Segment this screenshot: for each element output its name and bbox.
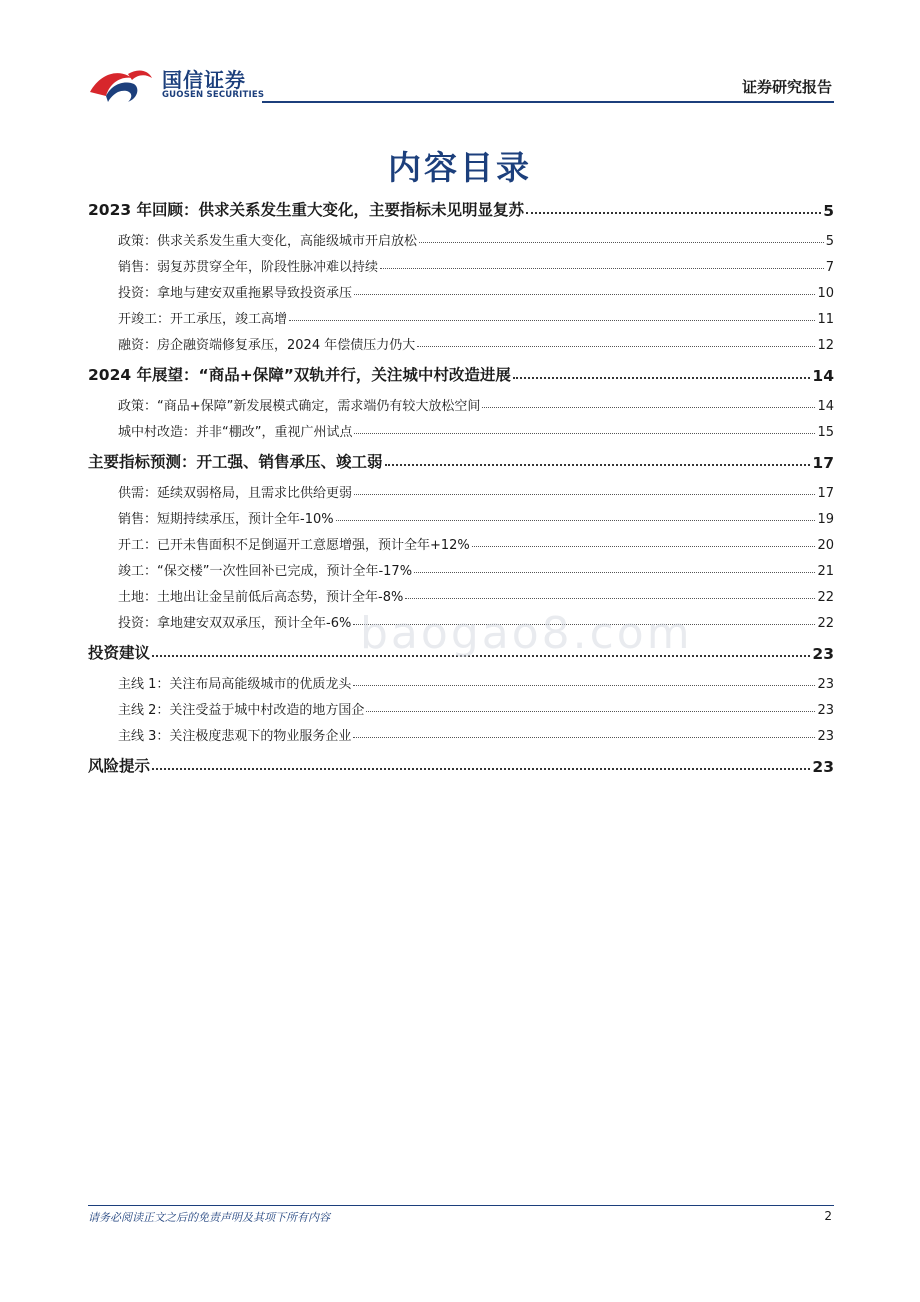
toc-entry-label: 主线 3：关注极度悲观下的物业服务企业	[118, 729, 352, 744]
toc-entry-page: 23	[812, 645, 834, 663]
toc-entry-label: 开竣工：开工承压，竣工高增	[118, 312, 288, 327]
toc-dot-leader	[354, 494, 815, 495]
toc-entry-page: 5	[823, 202, 834, 220]
toc-subsection-entry[interactable]	[88, 718, 834, 744]
table-of-contents	[88, 194, 834, 779]
toc-entry-page: 14	[817, 399, 834, 414]
logo-chinese-name: 国信证券	[162, 68, 246, 92]
toc-entry-page: 7	[825, 260, 834, 275]
toc-dot-leader	[414, 572, 815, 573]
footer-divider	[88, 1205, 834, 1206]
toc-entry-page: 23	[812, 758, 834, 776]
toc-subsection-entry[interactable]	[88, 579, 834, 605]
toc-subsection-entry[interactable]	[88, 275, 834, 301]
toc-entry-page: 15	[817, 425, 834, 440]
toc-entry-label: 政策：“商品+保障”新发展模式确定，需求端仍有较大放松空间	[118, 399, 481, 414]
toc-entry-label: 土地：土地出让金呈前低后高态势，预计全年-8%	[118, 590, 404, 605]
header-divider	[262, 101, 834, 103]
toc-subsection-entry[interactable]	[88, 223, 834, 249]
toc-entry-label: 竣工：“保交楼”一次性回补已完成，预计全年-17%	[118, 564, 413, 579]
toc-dot-leader	[405, 598, 815, 599]
guosen-logo-icon	[88, 62, 154, 106]
toc-entry-page: 19	[817, 512, 834, 527]
toc-dot-leader	[482, 407, 815, 408]
report-type-label: 证券研究报告	[741, 78, 832, 96]
toc-dot-leader	[526, 212, 821, 214]
toc-entry-page: 14	[812, 367, 834, 385]
toc-entry-page: 10	[817, 286, 834, 301]
toc-subsection-entry[interactable]	[88, 475, 834, 501]
toc-entry-label: 融资：房企融资端修复承压，2024 年偿债压力仍大	[118, 338, 416, 353]
toc-subsection-entry[interactable]	[88, 301, 834, 327]
toc-dot-leader	[354, 433, 815, 434]
toc-subsection-entry[interactable]	[88, 414, 834, 440]
page-header	[0, 0, 920, 110]
toc-entry-page: 22	[817, 590, 834, 605]
watermark: baogao8.com	[360, 608, 693, 659]
toc-entry-label: 2024 年展望：“商品+保障”双轨并行，关注城中村改造进展	[88, 366, 511, 384]
toc-entry-label: 主线 1：关注布局高能级城市的优质龙头	[118, 677, 352, 692]
toc-dot-leader	[336, 520, 816, 521]
toc-subsection-entry[interactable]	[88, 553, 834, 579]
toc-dot-leader	[354, 294, 815, 295]
toc-entry-page: 22	[817, 616, 834, 631]
toc-section-entry[interactable]	[88, 446, 834, 472]
toc-entry-page: 11	[817, 312, 834, 327]
toc-entry-page: 21	[817, 564, 834, 579]
footer-disclaimer: 请务必阅读正文之后的免责声明及其项下所有内容	[88, 1211, 330, 1224]
toc-dot-leader	[289, 320, 815, 321]
toc-entry-label: 风险提示	[88, 757, 151, 775]
toc-dot-leader	[152, 768, 810, 770]
toc-entry-label: 销售：短期持续承压，预计全年-10%	[118, 512, 334, 527]
toc-entry-label: 投资：拿地建安双双承压，预计全年-6%	[118, 616, 352, 631]
toc-dot-leader	[366, 711, 815, 712]
toc-entry-label: 开工：已开未售面积不足倒逼开工意愿增强，预计全年+12%	[118, 538, 470, 553]
toc-entry-label: 投资：拿地与建安双重拖累导致投资承压	[118, 286, 353, 301]
toc-subsection-entry[interactable]	[88, 501, 834, 527]
toc-entry-page: 23	[817, 729, 834, 744]
toc-entry-page: 12	[817, 338, 834, 353]
toc-dot-leader	[385, 464, 811, 466]
toc-subsection-entry[interactable]	[88, 666, 834, 692]
page-number: 2	[824, 1209, 832, 1223]
toc-entry-label: 投资建议	[88, 644, 151, 662]
guosen-logo	[88, 62, 288, 106]
toc-entry-label: 城中村改造：并非“棚改”，重视广州试点	[118, 425, 353, 440]
toc-entry-label: 销售：弱复苏贯穿全年，阶段性脉冲难以持续	[118, 260, 379, 275]
toc-subsection-entry[interactable]	[88, 388, 834, 414]
toc-entry-page: 17	[817, 486, 834, 501]
toc-section-entry[interactable]	[88, 750, 834, 776]
toc-entry-page: 20	[817, 538, 834, 553]
toc-dot-leader	[353, 737, 815, 738]
toc-entry-page: 23	[817, 703, 834, 718]
toc-entry-page: 23	[817, 677, 834, 692]
toc-entry-label: 供需：延续双弱格局，且需求比供给更弱	[118, 486, 353, 501]
toc-section-entry[interactable]	[88, 359, 834, 385]
toc-section-entry[interactable]	[88, 194, 834, 220]
toc-dot-leader	[419, 242, 824, 243]
toc-subsection-entry[interactable]	[88, 249, 834, 275]
toc-dot-leader	[353, 685, 815, 686]
toc-dot-leader	[472, 546, 816, 547]
toc-subsection-entry[interactable]	[88, 527, 834, 553]
toc-subsection-entry[interactable]	[88, 692, 834, 718]
toc-entry-label: 主要指标预测：开工强、销售承压、竣工弱	[88, 453, 383, 471]
toc-entry-page: 17	[812, 454, 834, 472]
toc-entry-label: 政策：供求关系发生重大变化，高能级城市开启放松	[118, 234, 418, 249]
toc-dot-leader	[417, 346, 815, 347]
toc-subsection-entry[interactable]	[88, 327, 834, 353]
logo-english-name: GUOSEN SECURITIES	[162, 90, 265, 100]
toc-title: 内容目录	[388, 148, 532, 187]
toc-entry-label: 2023 年回顾：供求关系发生重大变化，主要指标未见明显复苏	[88, 201, 525, 219]
toc-entry-label: 主线 2：关注受益于城中村改造的地方国企	[118, 703, 365, 718]
toc-dot-leader	[380, 268, 824, 269]
toc-entry-page: 5	[825, 234, 834, 249]
toc-dot-leader	[513, 377, 811, 379]
